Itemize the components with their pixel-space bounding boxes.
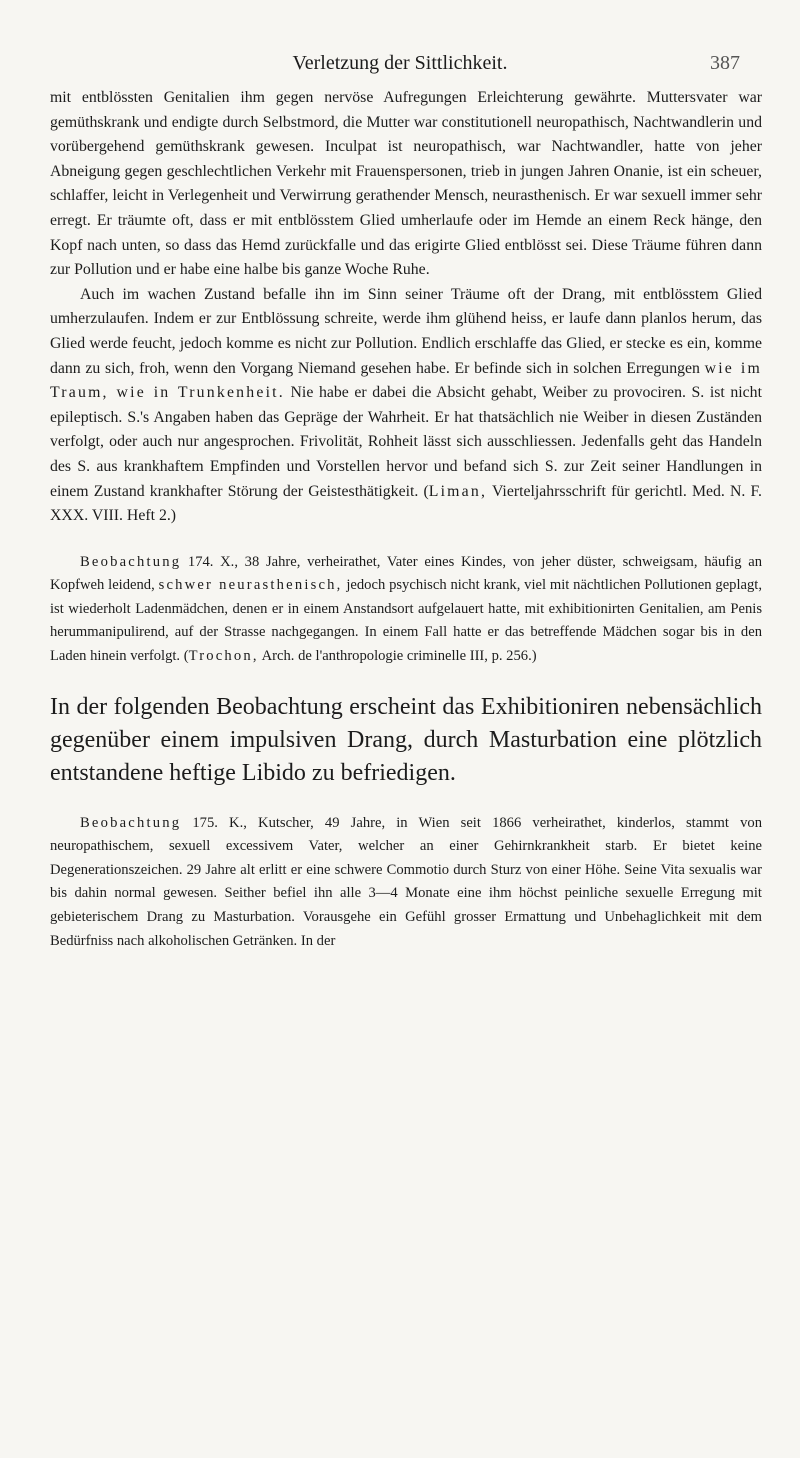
text-run: Nie habe er dabei die Absicht gehabt, Weiber zu provociren. S. ist nicht epileptisch. S.'s Angaben haben das Gepräge der Wahrheit. Er hat thatsächlich nie Weiber in diesen Zuständen verfolgt, oder auch nur angesprochen. Frivolität, Rohheit lässt sich ausschliessen. Jedenfalls geht das Handeln des S. aus krankhaftem Empfinden und Vorstellen hervor und befand sich S. zur Zeit seiner Handlungen in einem Zustand krankhafter Störung der Geistesthätigkeit. (	[50, 384, 762, 500]
spacer	[50, 529, 762, 551]
text-run: 175. K., Kutscher, 49 Jahre, in Wien seit 1866 verheirathet, kinderlos, stammt von neuropathischem, sexuell excessivem Vater, welcher an einer Gehirnkrankheit starb. Er bietet keine Degenerationszeichen. 29 Jahre alt erlitt er eine schwere Commotio durch Sturz von einer Höhe. Seine Vita sexualis war bis dahin normal gewesen. Seither befiel ihn alle 3—4 Monate eine ihm höchst peinliche sexuelle Erregung mit gebieterischem Drang zu Masturbation. Vorausgehe ein Gefühl grosser Ermattung und Unbehaglichkeit mit dem Bedürfniss nach alkoholischen Getränken. In der	[50, 814, 762, 949]
paragraph-liman-case	[50, 283, 762, 529]
page-header	[0, 52, 800, 82]
page-number: 387	[710, 52, 740, 74]
section-heading: In der folgenden Beobachtung erscheint das Exhibitioniren nebensächlich gegenüber einem impulsiven Drang, durch Masturbation eine plötzlich entstandene heftige Libido zu befriedigen.	[50, 693, 762, 786]
observation-label: Beobachtung	[80, 553, 182, 570]
text-run: 174. X., 38 Jahre, verheirathet, Vater eines Kindes, von jeher düster, schweigsam, häufig an Kopfweh leidend,	[50, 553, 762, 594]
observation-175	[50, 812, 762, 954]
running-title: Verletzung der Sittlichkeit.	[292, 52, 508, 74]
text-run: Auch im wachen Zustand befalle ihn im Sinn seiner Träume oft der Drang, mit entblösstem Glied umherzulaufen. Indem er zur Entblössung schreite, werde ihm glühend heiss, er laufe dann planlos herum, das Glied werde feucht, jedoch komme es nicht zur Pollution. Endlich erschlaffe das Glied, er stecke es ein, komme dann zu sich, froh, wenn den Vorgang Niemand gesehen habe. Er befinde sich in solchen Erregungen	[50, 285, 762, 377]
citation-text: Arch. de l'anthropologie criminelle III, p. 256.)	[258, 648, 537, 665]
observation-label: Beobachtung	[80, 814, 182, 831]
spacer	[50, 669, 762, 691]
spaced-emphasis: wie im Traum, wie in Trunkenheit.	[50, 359, 762, 402]
observation-174	[50, 551, 762, 669]
paragraph-continuation: mit entblössten Genitalien ihm gegen nervöse Aufregungen Erleichterung gewährte. Muttersvater war gemüthskrank und endigte durch Selbstmord, die Mutter war constitutionell neuropathisch, Nachtwandlerin und vorübergehend gemüthskrank gewesen. Inculpat ist neuropathisch, war Nachtwandler, hatte von jeher Abneigung gegen geschlechtlichen Verkehr mit Frauenspersonen, trieb in jungen Jahren Onanie, ist ein scheuer, schlaffer, leicht in Verlegenheit und Verwirrung gerathender Mensch, neurasthenisch. Er war sexuell immer sehr erregt. Er träumte oft, dass er mit entblösstem Glied umherlaufe oder im Hemde an einem Reck hänge, den Kopf nach unten, so dass das Hemd zurückfalle und das erigirte Glied entblösst sei. Diese Träume führen dann zur Pollution und er habe eine halbe bis ganze Woche Ruhe.	[50, 89, 762, 279]
author-name: Liman,	[428, 482, 488, 500]
spacer	[50, 790, 762, 812]
author-name: Trochon,	[188, 648, 259, 665]
text-run: jedoch psychisch nicht krank, viel mit nächtlichen Pollutionen geplagt, ist wiederholt Ladenmädchen, denen er in einem Anstandsort aufgelauert hatte, mit exhibitionirten Genitalien, am Penis herummanipulirend, auf der Strasse nachgegangen. In einem Fall hatte er das betreffende Mädchen sogar bis in den Laden hinein verfolgt. (	[50, 577, 762, 665]
citation-text: Vierteljahrsschrift für gerichtl. Med. N. F. XXX. VIII. Heft 2.)	[50, 482, 762, 525]
page-body	[50, 86, 762, 953]
spaced-emphasis: schwer neurasthenisch,	[158, 577, 343, 594]
